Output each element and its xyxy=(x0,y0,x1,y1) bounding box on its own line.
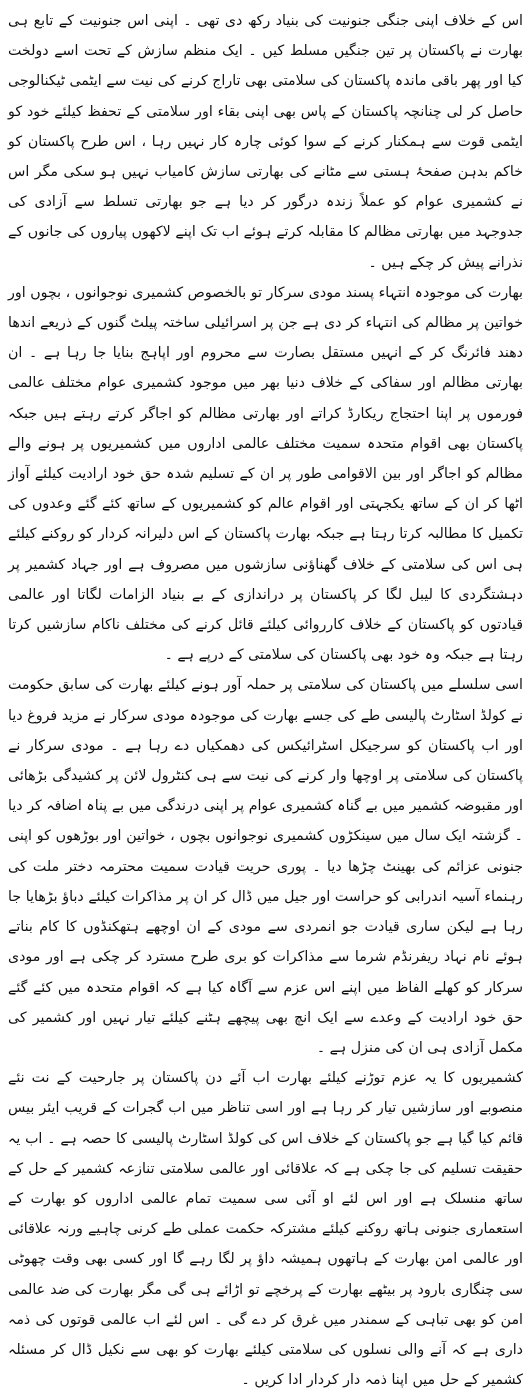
article-paragraph-2: بھارت کی موجودہ انتہاء پسند مودی سرکار تو بالخصوص کشمیری نوجوانوں ، بچوں اور خواتین پر مظالم کی انتہاء کر دی ہے جن پر اسرائیلی ساختہ پیلٹ گنوں کے ذریعے اندھا دھند فائرنگ کر کے انہیں مستقل بصارت سے محروم اور اپاہج بنایا جا رہا ہے ۔ ان بھارتی مظالم اور سفاکی کے خلاف دنیا بھر میں موجود کشمیری عوام مختلف عالمی فورموں پر اپنا احتجاج ریکارڈ کراتے اور بھارتی مظالم کو اجاگر کرتے رہتے ہیں جبکہ پاکستان بھی اقوام متحدہ سمیت مختلف عالمی اداروں میں کشمیریوں پر ہونے والے مظالم کو اجاگر اور بین الاقوامی طور پر ان کے تسلیم شدہ حق خود ارادیت کیلئے آواز اٹھا کر ان کے ساتھ یکجہتی اور اقوام عالم کو کشمیریوں کے ساتھ کئے گئے وعدوں کی تکمیل کا مطالبہ کرتا رہتا ہے جبکہ بھارت پاکستان کے اس دلیرانہ کردار کو روکنے کیلئے ہی اس کی سلامتی کے خلاف گھناؤنی سازشوں میں مصروف ہے اور جہاد کشمیر پر دہشتگردی کا لیبل لگا کر پاکستان پر دراندازی کے بے بنیاد الزامات لگاتا اور عالمی قیادتوں کو پاکستان کے خلاف کارروائی کیلئے قائل کرنے کی مختلف ناکام سازشیں کرتا رہتا ہے جبکہ وہ خود بھی پاکستان کی سلامتی کے درپے ہے ۔ xyxy=(8,284,523,664)
article-paragraph-4: کشمیریوں کا یہ عزم توڑنے کیلئے بھارت اب آئے دن پاکستان پر جارحیت کے نت نئے منصوبے اور سازشیں تیار کر رہا ہے اور اسی تناظر میں اب گجرات کے قریب ایئر بیس قائم کیا گیا ہے جو پاکستان کے خلاف اس کی کولڈ اسٹارٹ پالیسی کا حصہ ہے ۔ اب یہ حقیقت تسلیم کی جا چکی ہے کہ علاقائی اور عالمی سلامتی تنازعہ کشمیر کے حل کے ساتھ منسلک ہے اور اس لئے او آئی سی سمیت تمام عالمی اداروں کو بھارت کے استعماری جنونی ہاتھ روکنے کیلئے مشترکہ حکمت عملی طے کرنی چاہیے ورنہ علاقائی اور عالمی امن بھارت کے ہاتھوں ہمیشہ داؤ پر لگا رہے گا اور کسی بھی وقت چھوٹی سی چنگاری بارود پر بیٹھے بھارت کے پرخچے تو اڑائے ہی گی مگر بھارت کی ضد عالمی امن کو بھی تباہی کے سمندر میں غرق کر دے گی ۔ اس لئے اب عالمی قوتوں کی ذمہ داری ہے کہ آنے والی نسلوں کی سلامتی کیلئے بھارت کو بھی سے نکیل ڈال کر مسئلہ کشمیر کے حل میں اپنا ذمہ دار کردار ادا کریں ۔ xyxy=(8,1070,523,1389)
article-paragraph-3: اسی سلسلے میں پاکستان کی سلامتی پر حملہ آور ہونے کیلئے بھارت کی سابق حکومت نے کولڈ اسٹارٹ پالیسی طے کی جسے بھارت کی موجودہ مودی سرکار نے مزید فروغ دیا اور اب پاکستان کو سرجیکل اسٹرائیکس کی دھمکیاں دے رہا ہے ۔ مودی سرکار نے پاکستان کی سلامتی پر اوچھا وار کرنے کی نیت سے ہی کنٹرول لائن پر کشیدگی بڑھائی اور مقبوضہ کشمیر میں بے گناہ کشمیری عوام پر اپنی درندگی میں بے پناہ اضافہ کر دیا ۔ گزشتہ ایک سال میں سینکڑوں کشمیری نوجوانوں بچوں ، خواتین اور بوڑھوں کو اپنی جنونی عزائم کی بھینٹ چڑھا دیا ۔ پوری حریت قیادت سمیت محترمہ دختر ملت کی رہنماء آسیہ اندرابی کو حراست اور جیل میں ڈال کر ان پر مذاکرات کیلئے دباؤ بڑھایا جا رہا ہے لیکن ساری قیادت جو انمردی سے مودی کے ان اوچھے ہتھکنڈوں کا کام بناتے ہوئے نام نہاد ریفرنڈم شرما سے مذاکرات کو بری طرح مسترد کر چکی ہے اور مودی سرکار کو کھلے الفاظ میں اپنے اس عزم سے آگاہ کیا ہے کہ اقوام متحدہ میں کئے گئے حق خود ارادیت کے وعدے سے ایک انچ بھی پیچھے ہٹنے کیلئے تیار نہیں اور کشمیر کی مکمل آزادی ہی ان کی منزل ہے ۔ xyxy=(8,677,523,1056)
article-paragraph-1: اس کے خلاف اپنی جنگی جنونیت کی بنیاد رکھ دی تھی ۔ اپنی اس جنونیت کے تابع ہی بھارت نے پاکستان پر تین جنگیں مسلط کیں ۔ ایک منظم سازش کے تحت اسے دولخت کیا اور پھر باقی ماندہ پاکستان کی سلامتی بھی تاراج کرنے کی نیت سے ایٹمی ٹیکنالوجی حاصل کر لی چنانچہ پاکستان کے پاس بھی اپنی بقاء اور سلامتی کے تحفظ کیلئے خود کو ایٹمی قوت سے ہمکنار کرنے کے سوا کوئی چارہ کار نہیں رہا ، اس طرح پاکستان کو خاکم بدہن صفحۂ ہستی سے مٹانے کی بھارتی سازش کامیاب نہیں ہو سکی مگر اس نے کشمیری عوام کو عملاً زندہ درگور کر دیا ہے جو بھارتی تسلط سے آزادی کی جدوجہد میں بھارتی مظالم کا مقابلہ کرتے ہوئے اب تک اپنے لاکھوں پیاروں کی جانوں کے نذرانے پیش کر چکے ہیں ۔ xyxy=(8,13,523,271)
